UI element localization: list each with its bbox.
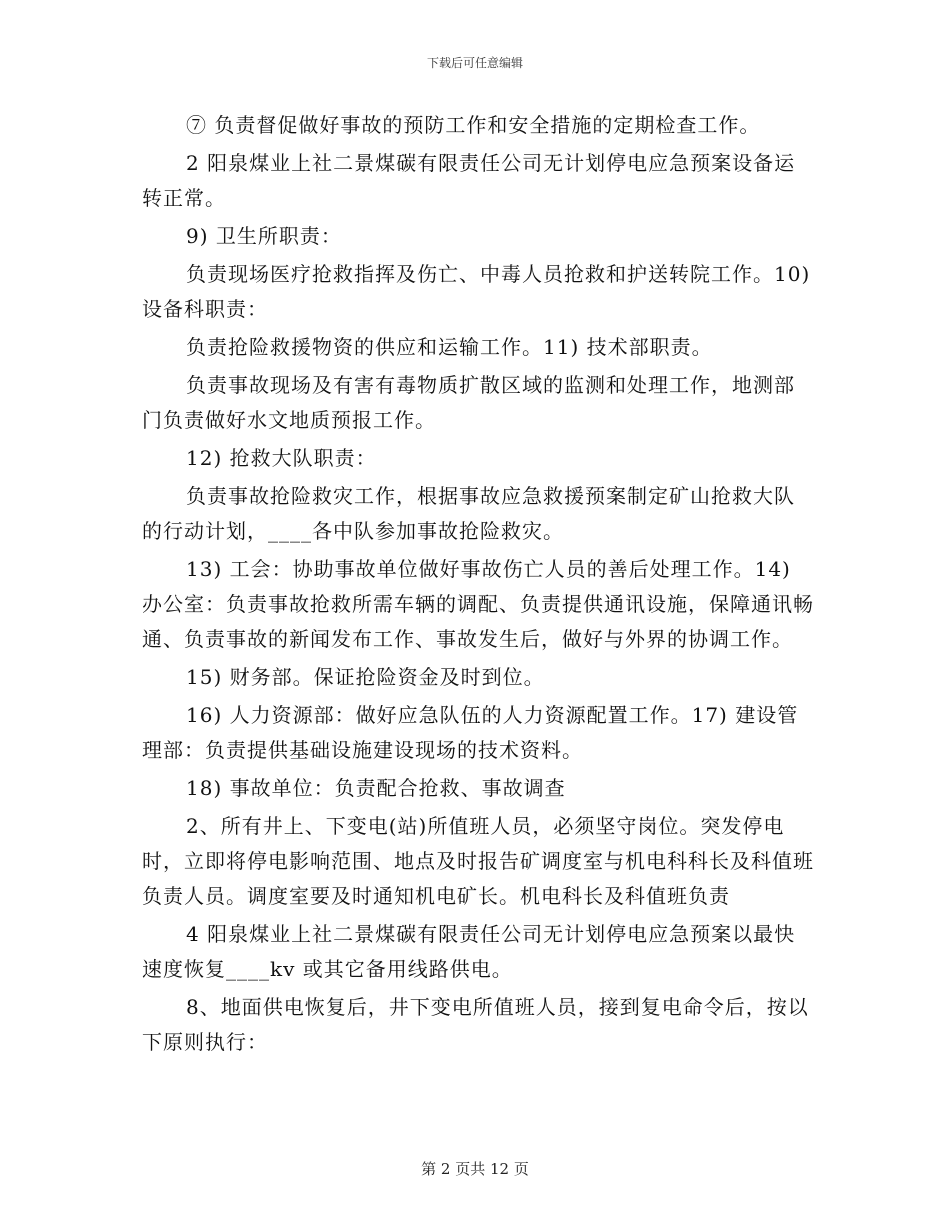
paragraph-2: 2 阳泉煤业上社二景煤碳有限责任公司无计划停电应急预案设备运转正常。: [142, 151, 796, 210]
paragraph-1: ⑦ 负责督促做好事故的预防工作和安全措施的定期检查工作。: [186, 113, 761, 137]
paragraph-15: 8、地面供电恢复后，井下变电所值班人员，接到复电命令后，按以下原则执行：: [142, 995, 809, 1054]
paragraph-7: 12) 抢救大队职责：: [186, 446, 377, 470]
paragraph-9: 13) 工会：协助事故单位做好事故伤亡人员的善后处理工作。14) 办公室：负责事故抢救所需车辆的调配、负责提供通讯设施，保障通讯畅通、负责事故的新闻发布工作、事故发生后，做好与外界的协调工作。: [142, 557, 814, 651]
paragraph-14: 4 阳泉煤业上社二景煤碳有限责任公司无计划停电应急预案以最快速度恢复____kv 或其它备用线路供电。: [142, 922, 796, 981]
paragraph-8: 负责事故抢险救灾工作，根据事故应急救援预案制定矿山抢救大队的行动计划，____各中队参加事故抢险救灾。: [142, 484, 795, 543]
page-footer: 第 2 页共 12 页: [421, 1160, 529, 1178]
paragraph-12: 18) 事故单位：负责配合抢救、事故调查: [186, 776, 566, 800]
document-body: [142, 108, 814, 1063]
page-header: 下载后可任意编辑: [426, 56, 523, 70]
paragraph-6: 负责事故现场及有害有毒物质扩散区域的监测和处理工作，地测部门负责做好水文地质预报工作。: [142, 373, 795, 432]
paragraph-3: 9) 卫生所职责：: [186, 224, 342, 248]
paragraph-13: 2、所有井上、下变电(站)所值班人员，必须坚守岗位。突发停电时，立即将停电影响范围、地点及时报告矿调度室与机电科科长及科值班负责人员。调度室要及时通知机电矿长。机电科长及科值班负责: [142, 814, 814, 908]
paragraph-5: 负责抢险救援物资的供应和运输工作。11) 技术部职责。: [186, 335, 713, 359]
paragraph-11: 16) 人力资源部：做好应急队伍的人力资源配置工作。17) 建设管理部：负责提供基础设施建设现场的技术资料。: [142, 703, 799, 762]
paragraph-4: 负责现场医疗抢救指挥及伤亡、中毒人员抢救和护送转院工作。10) 设备科职责：: [142, 262, 811, 321]
paragraph-10: 15) 财务部。保证抢险资金及时到位。: [186, 665, 545, 689]
